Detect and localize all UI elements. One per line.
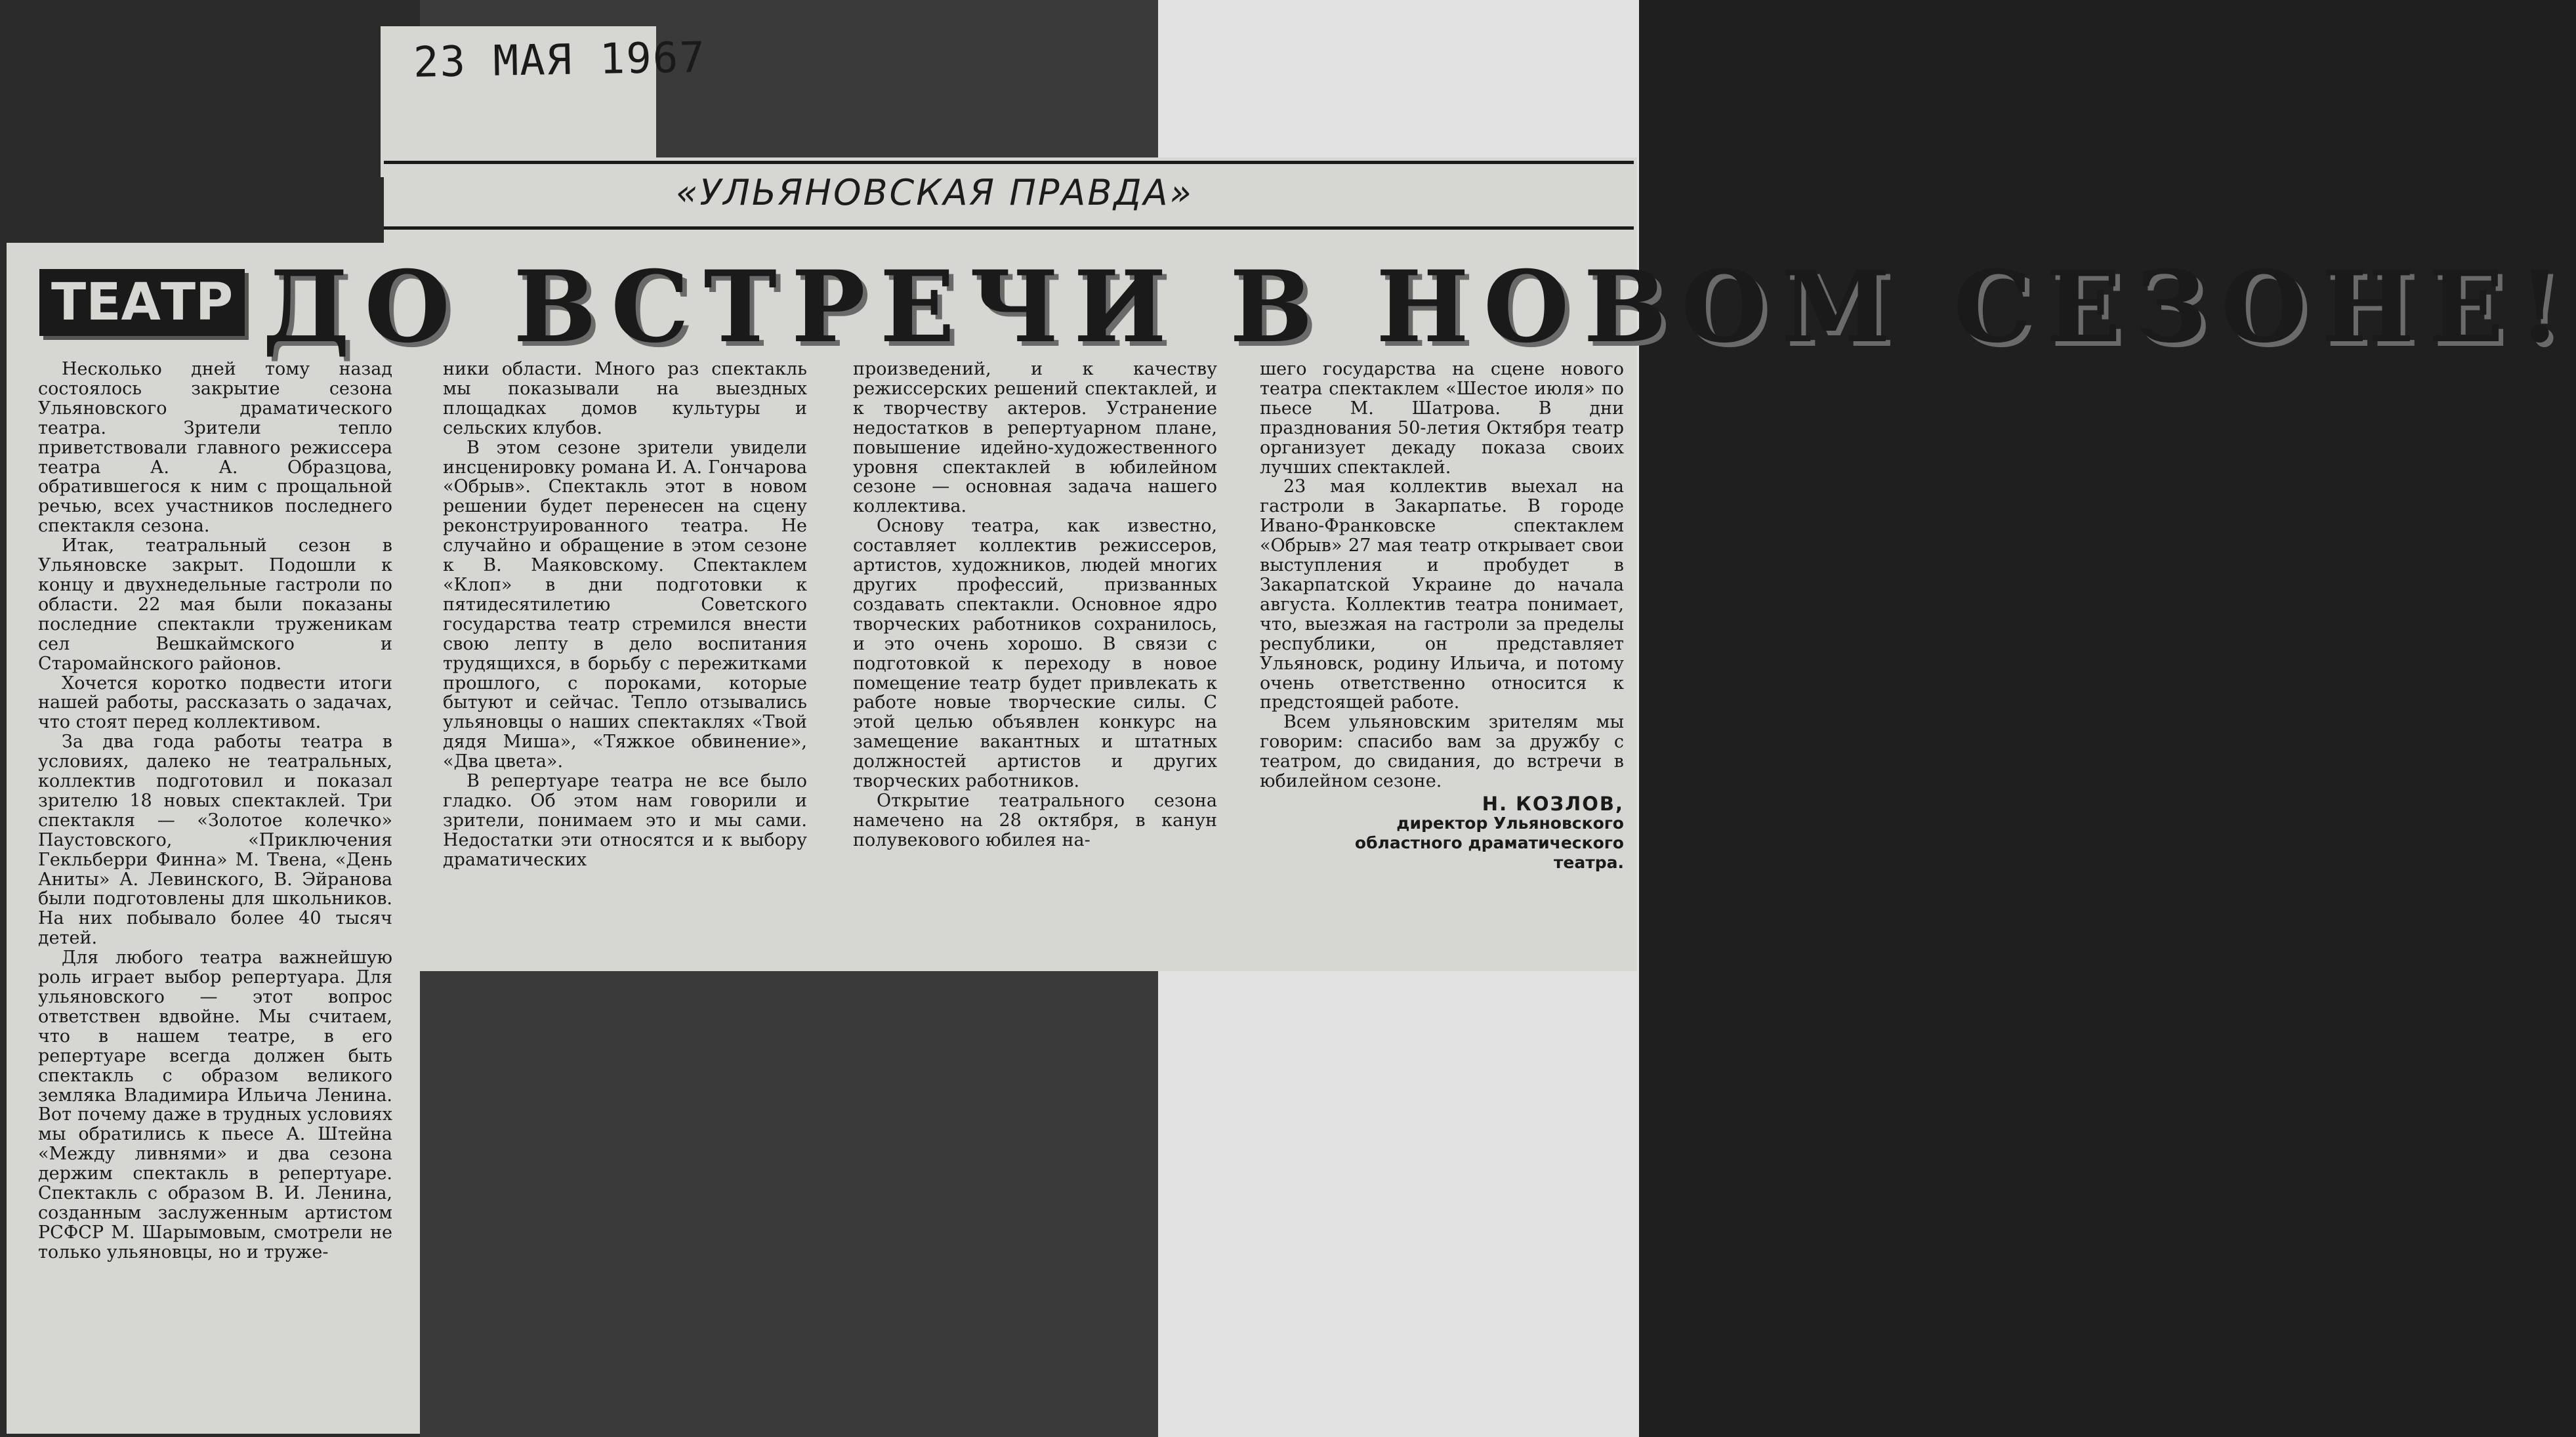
masthead-rule-top	[384, 161, 1634, 164]
paragraph: Итак, театральный сезон в Ульяновске закрыт. Подошли к концу и двухнедельные гастроли по области. 22 мая были показаны последние спектакли труженикам сел Вешкаймского и Старомайнского районов.	[38, 535, 392, 674]
paragraph: В этом сезоне зрители увидели инсценировку романа И. А. Гончарова «Обрыв». Спектакль этот в новом решении будет перенесен на сцену реконструированного театра. Не случайно и обращение в этом сезоне к В. Маяковскому. Спектаклем «Клоп» в дни подготовки к пятидесятилетию Советского государства театр стремился внести свою лепту в дело воспитания трудящихся, в борьбу с пережитками прошлого, с пороками, которые бытуют и сейчас. Тепло отзывались ульяновцы о наших спектаклях «Твой дядя Миша», «Тяжкое обвинение», «Два цвета».	[443, 437, 807, 772]
paragraph: произведений, и к качеству режиссерских решений спектаклей, и к творчеству актеров. Устранение недостатков в репертуарном плане, повышение идейно-художественного уровня спектаклей в юбилейном сезоне — основная задача нашего коллектива.	[853, 359, 1217, 517]
masthead-rule-bottom	[384, 226, 1634, 230]
paragraph: Основу театра, как известно, составляет коллектив режиссеров, артистов, художников, людей многих других профессий, призванных создавать спектакли. Основное ядро творческих работников сохранилось, и это очень хорошо. В связи с подготовкой к переходу в новое помещение театр будет привлекать к работе новые творческие силы. С этой целью объявлен конкурс на замещение вакантных и штатных должностей артистов и других творческих работников.	[853, 516, 1217, 792]
article-column-4	[1260, 360, 1624, 873]
author-signature	[1260, 794, 1624, 873]
article-column-1	[38, 360, 392, 1262]
author-title: директор Ульяновского	[1396, 813, 1624, 833]
author-name: Н. КОЗЛОВ,	[1482, 792, 1624, 815]
paragraph: В репертуаре театра не все было гладко. Об этом нам говорили и зрители, понимаем это и мы сами. Недостатки эти относятся и к выбору драматических	[443, 771, 807, 870]
paragraph: ники области. Много раз спектакль мы показывали на выездных площадках домов культуры и сельских клубов.	[443, 359, 807, 438]
paragraph: За два года работы театра в условиях, далеко не театральных, коллектив подготовил и показал зрителю 18 новых спектаклей. Три спектакля — «Золотое колечко» Паустовского, «Приключения Гекльберри Финна» М. Твена, «День Аниты» А. Левинского, В. Эйранова были подготовлены для школьников. На них побывало более 40 тысяч детей.	[38, 732, 392, 949]
paragraph: 23 мая коллектив выехал на гастроли в Закарпатье. В городе Ивано-Франковске спектаклем «Обрыв» 27 мая театр открывает свои выступления и пробудет в Закарпатской Украине до начала августа. Коллектив театра понимает, что, выезжая на гастроли за пределы республики, он представляет Ульяновск, родину Ильича, и потому очень ответственно относится к предстоящей работе.	[1260, 476, 1624, 713]
paragraph: Хочется коротко подвести итоги нашей работы, рассказать о задачах, что стоят перед коллективом.	[38, 673, 392, 733]
author-title: театра.	[1553, 852, 1624, 872]
newspaper-title: «УЛЬЯНОВСКАЯ ПРАВДА»	[676, 172, 1194, 213]
paragraph: Несколько дней тому назад состоялось закрытие сезона Ульяновского драматического театра. Зрители тепло приветствовали главного режиссера театра А. А. Образцова, обратившегося к ним с прощальной речью, всех участников последнего спектакля сезона.	[38, 359, 392, 537]
rubric-label: ТЕАТР	[39, 269, 245, 336]
date-stamp: 23 МАЯ 1967	[413, 33, 707, 87]
paragraph: Всем ульяновским зрителям мы говорим: спасибо вам за дружбу с театром, до свидания, до встречи в юбилейном сезоне.	[1260, 712, 1624, 792]
article-column-3	[853, 360, 1217, 850]
article-column-2	[443, 360, 807, 870]
article-headline: ДО ВСТРЕЧИ В НОВОМ СЕЗОНЕ!	[262, 249, 2576, 365]
author-title: областного драматического	[1354, 833, 1624, 852]
paragraph: шего государства на сцене нового театра спектаклем «Шестое июля» по пьесе М. Шатрова. В дни празднования 50-летия Октября театр организует декаду показа своих лучших спектаклей.	[1260, 359, 1624, 478]
paragraph: Для любого театра важнейшую роль играет выбор репертуара. Для ульяновского — этот вопрос ответствен вдвойне. Мы считаем, что в нашем театре, в его репертуаре всегда должен быть спектакль с образом великого земляка Владимира Ильича Ленина. Вот почему даже в трудных условиях мы обратились к пьесе А. Штейна «Между ливнями» и два сезона держим спектакль в репертуаре. Спектакль с образом В. И. Ленина, созданным заслуженным артистом РСФСР М. Шарымовым, смотрели не только ульяновцы, но и тружe-	[38, 948, 392, 1262]
paragraph: Открытие театрального сезона намечено на 28 октября, в канун полувекового юбилея на-	[853, 790, 1217, 850]
